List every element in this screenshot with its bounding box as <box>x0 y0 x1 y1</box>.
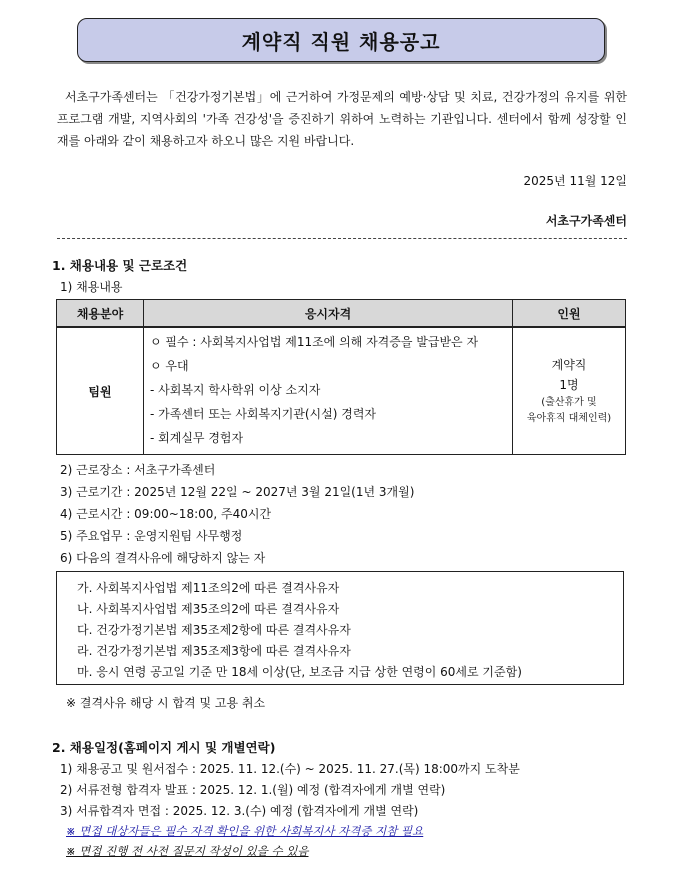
list-item: 2) 근로장소 : 서초구가족센터 <box>60 463 216 477</box>
schedule-item: 3) 서류합격자 면접 : 2025. 12. 3.(수) 예정 (합격자에게 개별 연락) <box>60 804 419 818</box>
disqualification-item: 라. 건강가정기본법 제35조제3항에 따른 결격사유자 <box>77 644 351 658</box>
field-cell: 팀원 <box>57 327 144 455</box>
count-cell <box>513 327 626 455</box>
interview-note: ※ 면접 진행 전 사전 질문지 작성이 있을 수 있음 <box>66 844 309 858</box>
sub-heading: 1) 채용내용 <box>60 280 123 294</box>
list-item: 4) 근로시간 : 09:00~18:00, 주40시간 <box>60 507 272 521</box>
qualification-cell <box>144 327 513 455</box>
intro-paragraph: 서초구가족센터는 「건강가정기본법」에 근거하여 가정문제의 예방·상담 및 치료, 건강가정의 유지를 위한 프로그램 개발, 지역사회의 '가족 건강성'을 증진하기 위하여 노력하는 기관입니다. 센터에서 함께 성장할 인재를 아래와 같이 채용하고자 하오니 많은 지원 바랍니다. <box>57 90 627 148</box>
disqualification-note: ※ 결격사유 해당 시 합격 및 고용 취소 <box>66 696 266 710</box>
header-count: 인원 <box>513 300 626 328</box>
qualification-item: - 사회복지 학사학위 이상 소지자 <box>150 383 321 397</box>
qualification-item: - 가족센터 또는 사회복지기관(시설) 경력자 <box>150 407 377 421</box>
section1-title: 1. 채용내용 및 근로조건 <box>52 258 188 273</box>
notice-date: 2025년 11월 12일 <box>523 174 627 188</box>
count-note: 육아휴직 대체인력) <box>526 413 612 424</box>
disqualification-item: 마. 응시 연령 공고일 기준 만 18세 이상(단, 보조금 지급 상한 연령이 60세로 기준함) <box>77 665 522 679</box>
interview-note: ※ 면접 대상자들은 필수 자격 확인을 위한 사회복지사 자격증 지참 필요 <box>66 824 424 838</box>
count-value: 1명 <box>559 378 579 392</box>
list-item: 3) 근로기간 : 2025년 12월 22일 ~ 2027년 3월 21일(1년 3개월) <box>60 485 415 499</box>
disqualification-item: 다. 건강가정기본법 제35조제2항에 따른 결격사유자 <box>77 623 351 637</box>
disqualification-item: 나. 사회복지사업법 제35조의2에 따른 결격사유자 <box>77 602 340 616</box>
section2-title: 2. 채용일정(홈페이지 게시 및 개별연락) <box>52 740 276 755</box>
recruitment-table <box>56 299 626 455</box>
qualification-item: ㅇ 우대 <box>150 359 189 373</box>
title-box <box>77 18 605 62</box>
header-qualification: 응시자격 <box>144 300 513 328</box>
disqualification-item: 가. 사회복지사업법 제11조의2에 따른 결격사유자 <box>77 581 340 595</box>
page-title: 계약직 직원 채용공고 <box>241 29 441 54</box>
count-type: 계약직 <box>551 358 587 372</box>
list-item: 5) 주요업무 : 운영지원팀 사무행정 <box>60 529 243 543</box>
qualification-item: ㅇ 필수 : 사회복지사업법 제11조에 의해 자격증을 발급받은 자 <box>150 335 479 349</box>
schedule-item: 1) 채용공고 및 원서접수 : 2025. 11. 12.(수) ~ 2025. 11. 27.(목) 18:00까지 도착분 <box>60 762 520 776</box>
list-item: 6) 다음의 결격사유에 해당하지 않는 자 <box>60 551 266 565</box>
divider <box>57 238 627 239</box>
schedule-item: 2) 서류전형 합격자 발표 : 2025. 12. 1.(월) 예정 (합격자에게 개별 연락) <box>60 783 446 797</box>
count-note: (출산휴가 및 <box>541 397 597 408</box>
disqualification-box <box>56 571 624 685</box>
qualification-item: - 회계실무 경험자 <box>150 431 244 445</box>
organization-name: 서초구가족센터 <box>545 214 627 228</box>
header-field: 채용분야 <box>57 300 144 328</box>
